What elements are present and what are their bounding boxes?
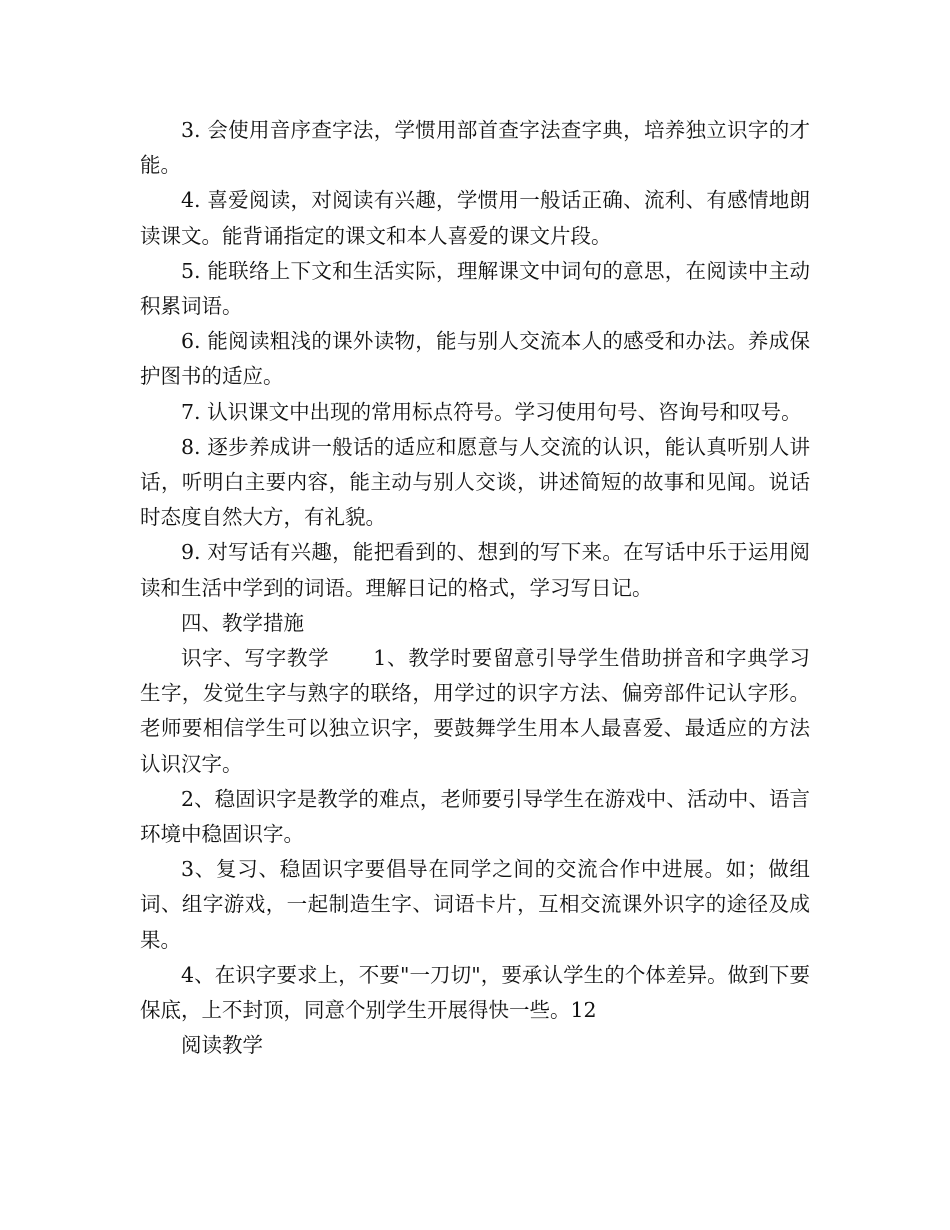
literacy-item-1-text: 1、教学时要留意引导学生借助拼音和字典学习生字，发觉生字与熟字的联络，用学过的识字方法、偏旁部件记认字形。老师要相信学生可以独立识字，要鼓舞学生用本人最喜爱、最适应的方法认识汉字。 <box>140 646 811 776</box>
goal-paragraph-8: 8. 逐步养成讲一般话的适应和愿意与人交流的认识，能认真听别人讲话，听明白主要内容，能主动与别人交谈，讲述简短的故事和见闻。说话时态度自然大方，有礼貌。 <box>140 434 810 530</box>
goal-paragraph-3: 3. 会使用音序查字法，学惯用部首查字法查字典，培养独立识字的才能。 <box>140 118 810 178</box>
literacy-label: 识字、写字教学 <box>181 646 330 671</box>
goal-paragraph-5: 5. 能联络上下文和生活实际，理解课文中词句的意思，在阅读中主动积累词语。 <box>140 258 810 319</box>
literacy-paragraph-3: 3、复习、稳固识字要倡导在同学之间的交流合作中进展。如；做组词、组字游戏，一起制造生字、词语卡片，互相交流课外识字的途径及成果。 <box>140 857 810 952</box>
literacy-paragraph-2: 2、稳固识字是教学的难点，老师要引导学生在游戏中、活动中、语言环境中稳固识字。 <box>140 786 810 847</box>
literacy-paragraph-1 <box>140 641 810 782</box>
section-heading: 四、教学措施 <box>181 610 304 635</box>
literacy-paragraph-4: 4、在识字要求上，不要"一刀切"，要承认学生的个体差异。做到下要保底，上不封顶，同意个别学生开展得快一些。12 <box>140 962 810 1023</box>
goal-paragraph-4: 4. 喜爱阅读，对阅读有兴趣，学惯用一般话正确、流利、有感情地朗读课文。能背诵指定的课文和本人喜爱的课文片段。 <box>140 188 810 248</box>
reading-heading: 阅读教学 <box>181 1033 263 1058</box>
document-body <box>140 113 810 1063</box>
goal-paragraph-7: 7. 认识课文中出现的常用标点符号。学习使用句号、咨询号和叹号。 <box>181 399 802 424</box>
goal-paragraph-9: 9. 对写话有兴趣，能把看到的、想到的写下来。在写话中乐于运用阅读和生活中学到的词语。理解日记的格式，学习写日记。 <box>140 540 810 600</box>
goal-paragraph-6: 6. 能阅读粗浅的课外读物，能与别人交流本人的感受和办法。养成保护图书的适应。 <box>140 329 810 389</box>
